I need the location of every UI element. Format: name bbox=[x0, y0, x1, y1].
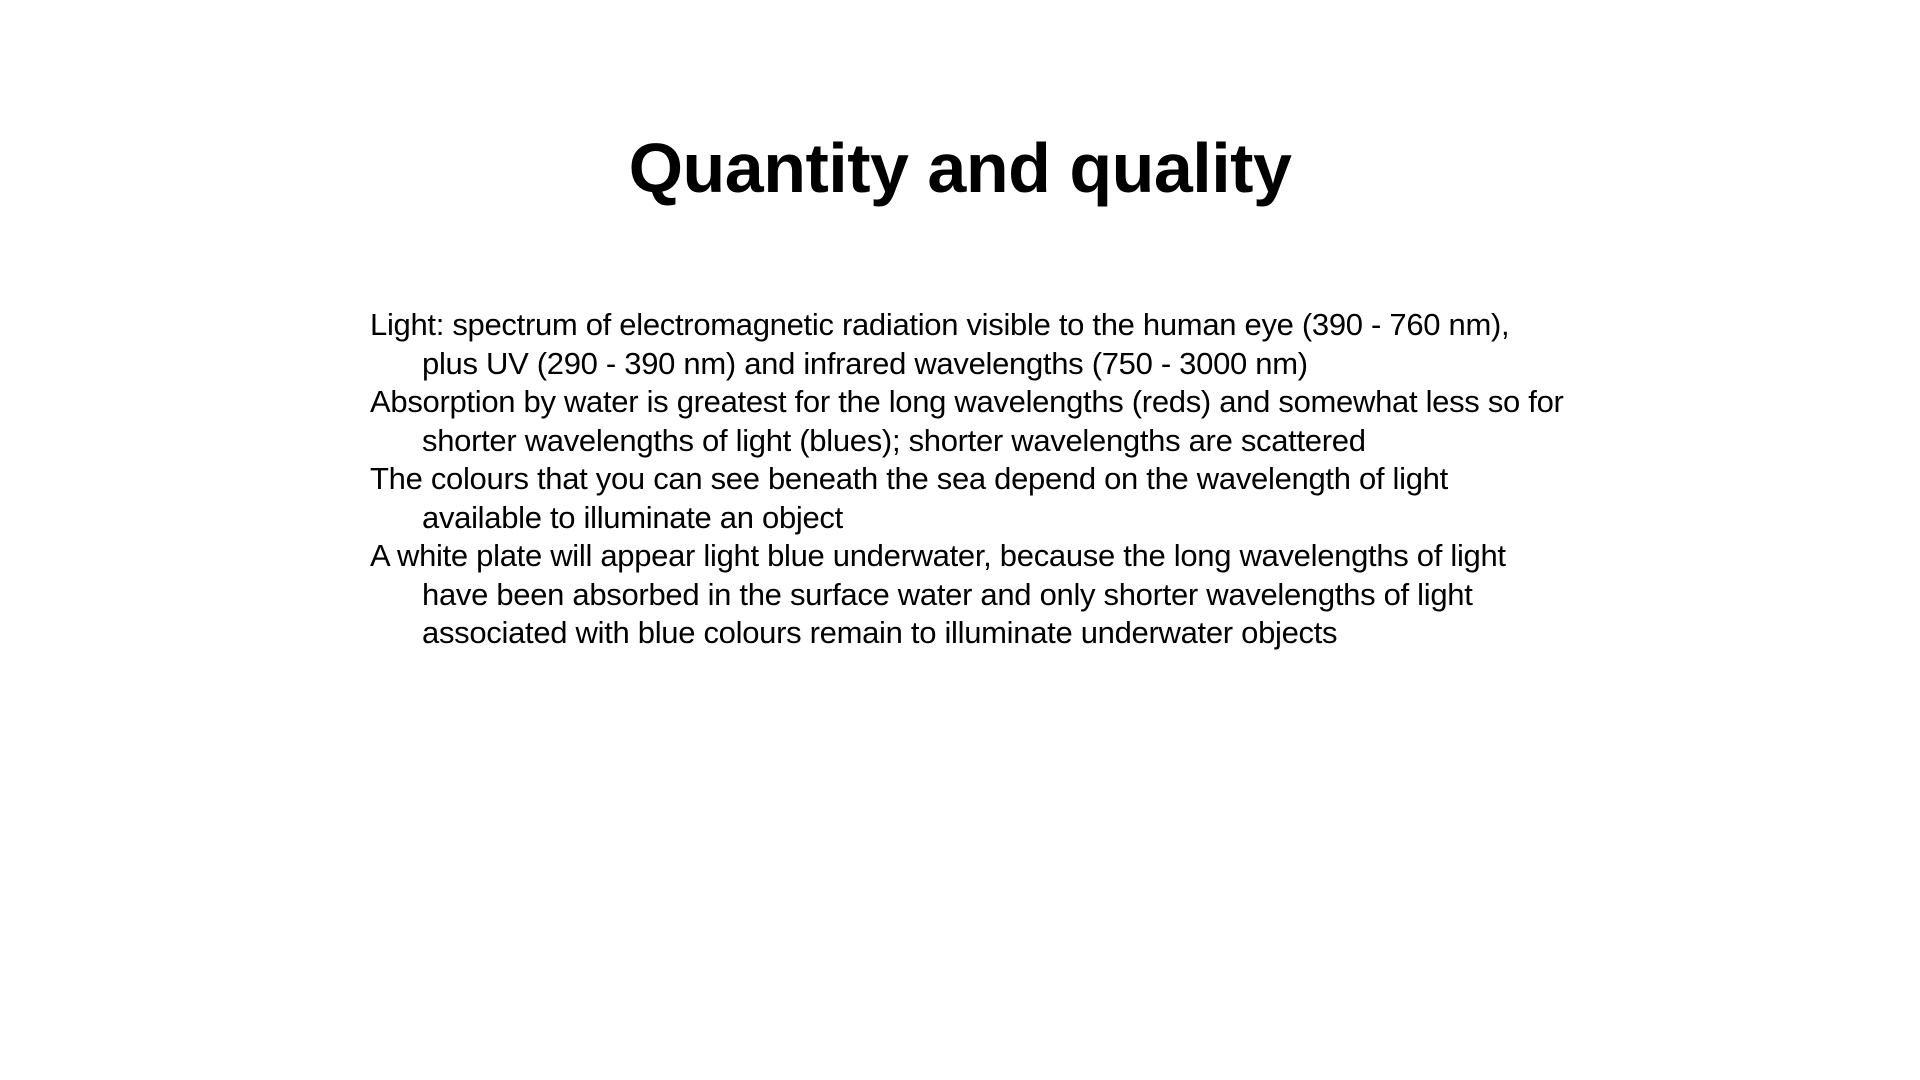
paragraph-absorption: Absorption by water is greatest for the long wavelengths (reds) and somewhat less so for shorter wavelengths of light (blues); shorter wavelengths are scattered bbox=[370, 384, 1564, 458]
paragraph-white-plate: A white plate will appear light blue underwater, because the long wavelengths of light have been absorbed in the surface water and only shorter wavelengths of light associated with blue colours remain to illuminate underwater objects bbox=[370, 538, 1506, 650]
paragraph-light-spectrum: Light: spectrum of electromagnetic radiation visible to the human eye (390 - 760 nm), plus UV (290 - 390 nm) and infrared wavelengths (750 - 3000 nm) bbox=[370, 307, 1510, 381]
slide-body bbox=[370, 306, 1570, 653]
slide-title: Quantity and quality bbox=[628, 129, 1292, 207]
paragraph-colours: The colours that you can see beneath the sea depend on the wavelength of light available to illuminate an object bbox=[370, 461, 1448, 535]
